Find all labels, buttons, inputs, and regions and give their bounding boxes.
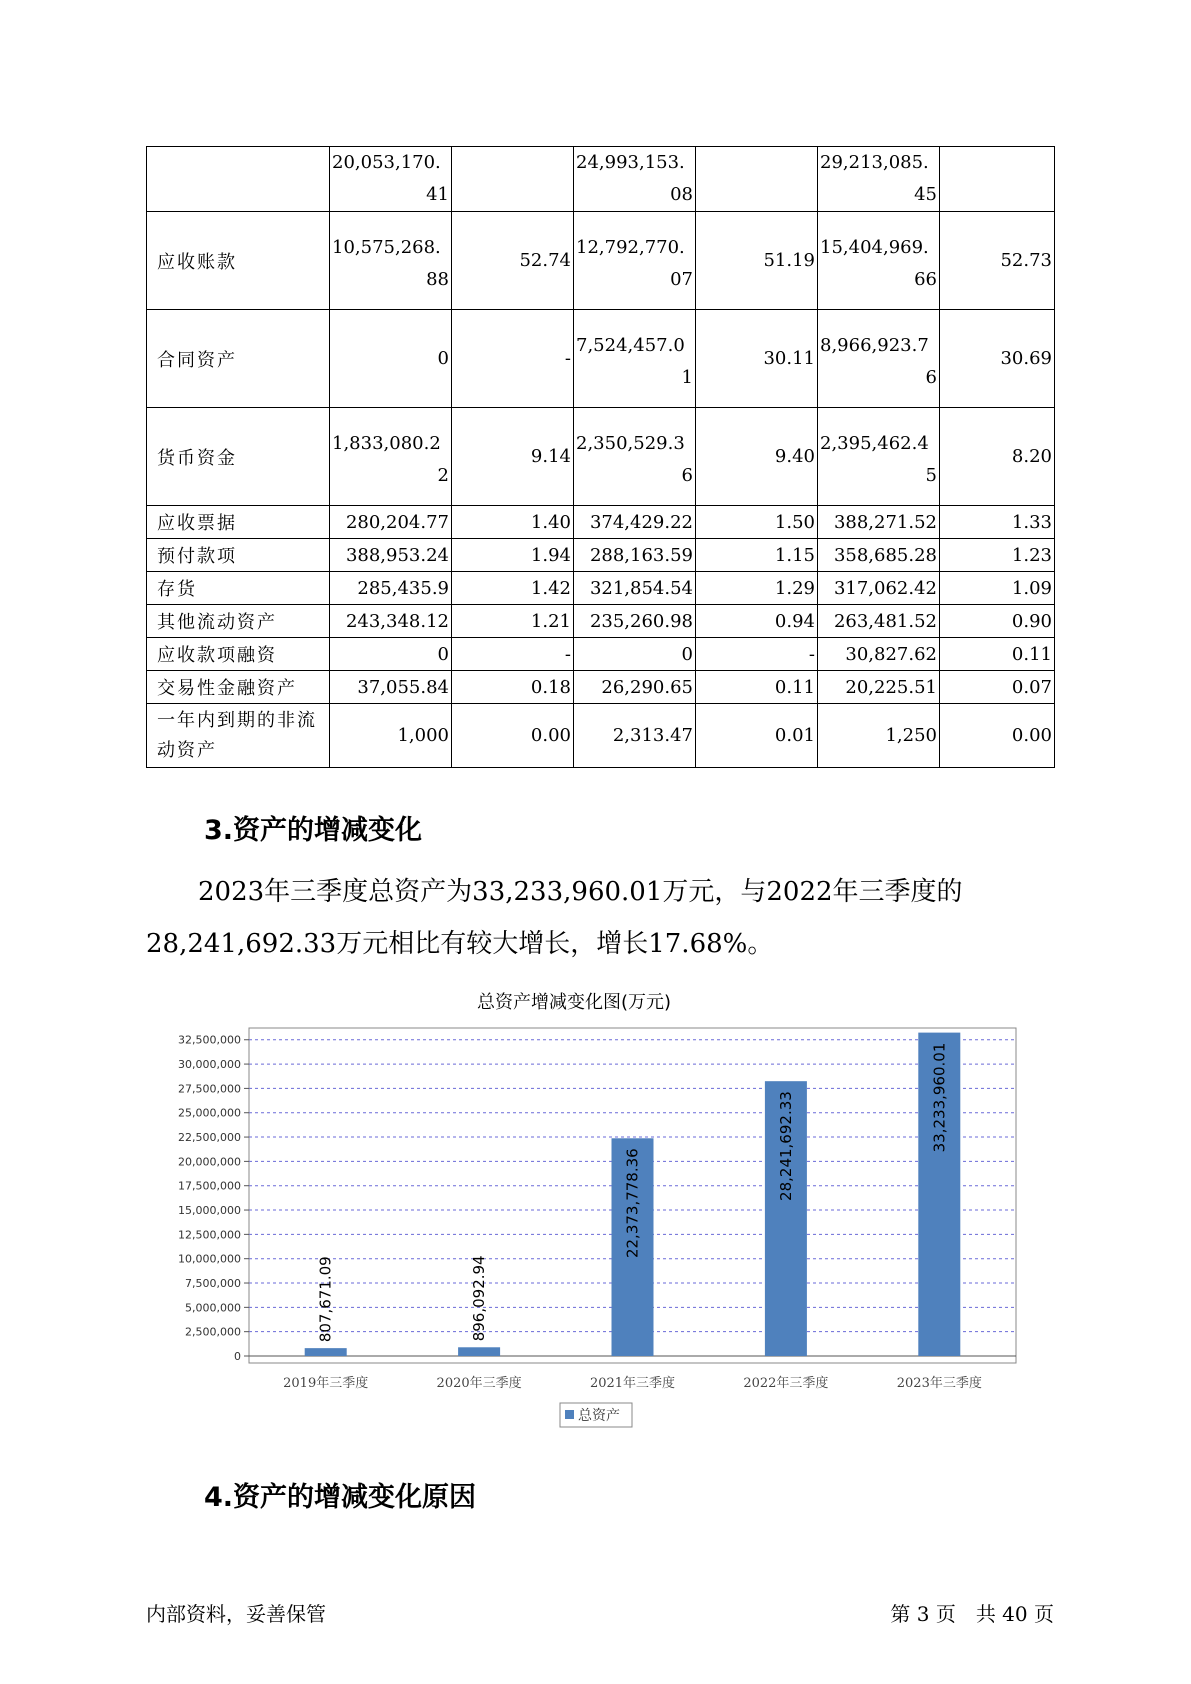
amount-cell: 388,953.24 bbox=[330, 539, 452, 572]
amount-cell: 263,481.52 bbox=[818, 605, 940, 638]
y-tick-label: 22,500,000 bbox=[178, 1131, 241, 1145]
percent-cell: 1.42 bbox=[452, 572, 574, 605]
table-row bbox=[147, 704, 1055, 768]
x-tick-label: 2021年三季度 bbox=[589, 1376, 676, 1391]
row-label: 应收账款 bbox=[147, 212, 330, 310]
table-row bbox=[147, 638, 1055, 671]
financial-table bbox=[146, 146, 1055, 768]
amount-cell: 374,429.22 bbox=[574, 506, 696, 539]
amount-cell: 1,250 bbox=[818, 704, 940, 768]
table-row bbox=[147, 212, 1055, 310]
footer-confidential-note: 内部资料，妥善保管 bbox=[146, 1602, 326, 1626]
row-label: 一年内到期的非流 动资产 bbox=[147, 704, 330, 768]
amount-cell: 10,575,268. 88 bbox=[330, 212, 452, 310]
total-assets-chart bbox=[150, 980, 1030, 1440]
amount-cell: 317,062.42 bbox=[818, 572, 940, 605]
amount-cell: 24,993,153. 08 bbox=[574, 147, 696, 212]
section-heading-4: 4.资产的增减变化原因 bbox=[204, 1482, 477, 1513]
percent-cell: 0.11 bbox=[940, 638, 1055, 671]
bar-value-label: 807,671.09 bbox=[316, 1256, 335, 1343]
x-tick-label: 2020年三季度 bbox=[436, 1376, 522, 1391]
percent-cell: - bbox=[452, 310, 574, 408]
row-label: 应收票据 bbox=[147, 506, 330, 539]
amount-cell: 20,053,170. 41 bbox=[330, 147, 452, 212]
percent-cell: - bbox=[696, 638, 818, 671]
amount-cell: 285,435.9 bbox=[330, 572, 452, 605]
percent-cell: 30.11 bbox=[696, 310, 818, 408]
amount-cell: 37,055.84 bbox=[330, 671, 452, 704]
table-row bbox=[147, 539, 1055, 572]
amount-cell: 15,404,969. 66 bbox=[818, 212, 940, 310]
percent-cell: 0.11 bbox=[696, 671, 818, 704]
table-row bbox=[147, 572, 1055, 605]
y-tick-label: 7,500,000 bbox=[185, 1277, 241, 1291]
y-tick-label: 25,000,000 bbox=[178, 1106, 241, 1120]
bar bbox=[458, 1347, 500, 1356]
percent-cell: 1.29 bbox=[696, 572, 818, 605]
y-tick-label: 2,500,000 bbox=[185, 1325, 241, 1339]
percent-cell: 51.19 bbox=[696, 212, 818, 310]
percent-cell: 1.33 bbox=[940, 506, 1055, 539]
percent-cell: 1.40 bbox=[452, 506, 574, 539]
percent-cell: 0.90 bbox=[940, 605, 1055, 638]
y-tick-label: 17,500,000 bbox=[178, 1179, 241, 1193]
amount-cell: 30,827.62 bbox=[818, 638, 940, 671]
percent-cell: 0.94 bbox=[696, 605, 818, 638]
percent-cell bbox=[696, 147, 818, 212]
x-tick-label: 2022年三季度 bbox=[743, 1376, 829, 1391]
paragraph-line-1: 2023年三季度总资产为33,233,960.01万元，与2022年三季度的 bbox=[198, 877, 963, 907]
percent-cell bbox=[940, 147, 1055, 212]
table-row bbox=[147, 147, 1055, 212]
y-tick-label: 27,500,000 bbox=[178, 1082, 241, 1096]
percent-cell: 1.15 bbox=[696, 539, 818, 572]
percent-cell: 1.23 bbox=[940, 539, 1055, 572]
amount-cell: 388,271.52 bbox=[818, 506, 940, 539]
legend-label: 总资产 bbox=[578, 1408, 620, 1424]
bar-value-label: 22,373,778.36 bbox=[623, 1148, 642, 1259]
table-row bbox=[147, 506, 1055, 539]
amount-cell: 7,524,457.0 1 bbox=[574, 310, 696, 408]
amount-cell: 1,833,080.2 2 bbox=[330, 408, 452, 506]
amount-cell: 1,000 bbox=[330, 704, 452, 768]
row-label: 其他流动资产 bbox=[147, 605, 330, 638]
percent-cell: 0.01 bbox=[696, 704, 818, 768]
x-tick-label: 2023年三季度 bbox=[896, 1376, 982, 1391]
percent-cell: 30.69 bbox=[940, 310, 1055, 408]
percent-cell: 0.00 bbox=[452, 704, 574, 768]
percent-cell: 9.40 bbox=[696, 408, 818, 506]
amount-cell: 0 bbox=[330, 310, 452, 408]
amount-cell: 20,225.51 bbox=[818, 671, 940, 704]
amount-cell: 29,213,085. 45 bbox=[818, 147, 940, 212]
bar-value-label: 33,233,960.01 bbox=[930, 1042, 949, 1153]
y-tick-label: 30,000,000 bbox=[178, 1058, 241, 1072]
percent-cell: 8.20 bbox=[940, 408, 1055, 506]
y-tick-label: 5,000,000 bbox=[185, 1301, 241, 1315]
bar-value-label: 28,241,692.33 bbox=[776, 1091, 795, 1201]
legend-swatch bbox=[565, 1410, 574, 1419]
percent-cell: 1.94 bbox=[452, 539, 574, 572]
percent-cell: 0.18 bbox=[452, 671, 574, 704]
percent-cell: 1.09 bbox=[940, 572, 1055, 605]
table-row bbox=[147, 671, 1055, 704]
y-tick-label: 12,500,000 bbox=[178, 1228, 241, 1242]
row-label: 交易性金融资产 bbox=[147, 671, 330, 704]
x-tick-label: 2019年三季度 bbox=[283, 1376, 369, 1391]
amount-cell: 288,163.59 bbox=[574, 539, 696, 572]
chart-title: 总资产增减变化图(万元) bbox=[476, 992, 672, 1013]
amount-cell: 2,395,462.4 5 bbox=[818, 408, 940, 506]
row-label: 合同资产 bbox=[147, 310, 330, 408]
amount-cell: 0 bbox=[330, 638, 452, 671]
y-tick-label: 32,500,000 bbox=[178, 1033, 241, 1047]
bar bbox=[305, 1348, 347, 1356]
percent-cell: 9.14 bbox=[452, 408, 574, 506]
amount-cell: 2,313.47 bbox=[574, 704, 696, 768]
bar-value-label: 896,092.94 bbox=[470, 1255, 489, 1342]
amount-cell: 26,290.65 bbox=[574, 671, 696, 704]
row-label bbox=[147, 147, 330, 212]
percent-cell: 1.21 bbox=[452, 605, 574, 638]
amount-cell: 12,792,770. 07 bbox=[574, 212, 696, 310]
table-row bbox=[147, 605, 1055, 638]
percent-cell: 52.73 bbox=[940, 212, 1055, 310]
row-label: 存货 bbox=[147, 572, 330, 605]
percent-cell: 1.50 bbox=[696, 506, 818, 539]
amount-cell: 280,204.77 bbox=[330, 506, 452, 539]
row-label: 预付款项 bbox=[147, 539, 330, 572]
percent-cell bbox=[452, 147, 574, 212]
footer-page-number: 第 3 页 共 40 页 bbox=[890, 1602, 1054, 1626]
y-tick-label: 20,000,000 bbox=[178, 1155, 241, 1169]
row-label: 货币资金 bbox=[147, 408, 330, 506]
table-row bbox=[147, 310, 1055, 408]
section-heading-3: 3.资产的增减变化 bbox=[204, 815, 423, 846]
table-row bbox=[147, 408, 1055, 506]
row-label: 应收款项融资 bbox=[147, 638, 330, 671]
y-tick-label: 15,000,000 bbox=[178, 1204, 241, 1218]
paragraph-line-2: 28,241,692.33万元相比有较大增长，增长17.68%。 bbox=[146, 929, 774, 959]
amount-cell: 235,260.98 bbox=[574, 605, 696, 638]
y-tick-label: 0 bbox=[234, 1350, 241, 1363]
amount-cell: 358,685.28 bbox=[818, 539, 940, 572]
y-tick-label: 10,000,000 bbox=[178, 1252, 241, 1266]
percent-cell: 0.07 bbox=[940, 671, 1055, 704]
amount-cell: 2,350,529.3 6 bbox=[574, 408, 696, 506]
amount-cell: 0 bbox=[574, 638, 696, 671]
amount-cell: 243,348.12 bbox=[330, 605, 452, 638]
percent-cell: 52.74 bbox=[452, 212, 574, 310]
percent-cell: - bbox=[452, 638, 574, 671]
amount-cell: 321,854.54 bbox=[574, 572, 696, 605]
amount-cell: 8,966,923.7 6 bbox=[818, 310, 940, 408]
percent-cell: 0.00 bbox=[940, 704, 1055, 768]
summary-paragraph bbox=[146, 866, 1046, 970]
